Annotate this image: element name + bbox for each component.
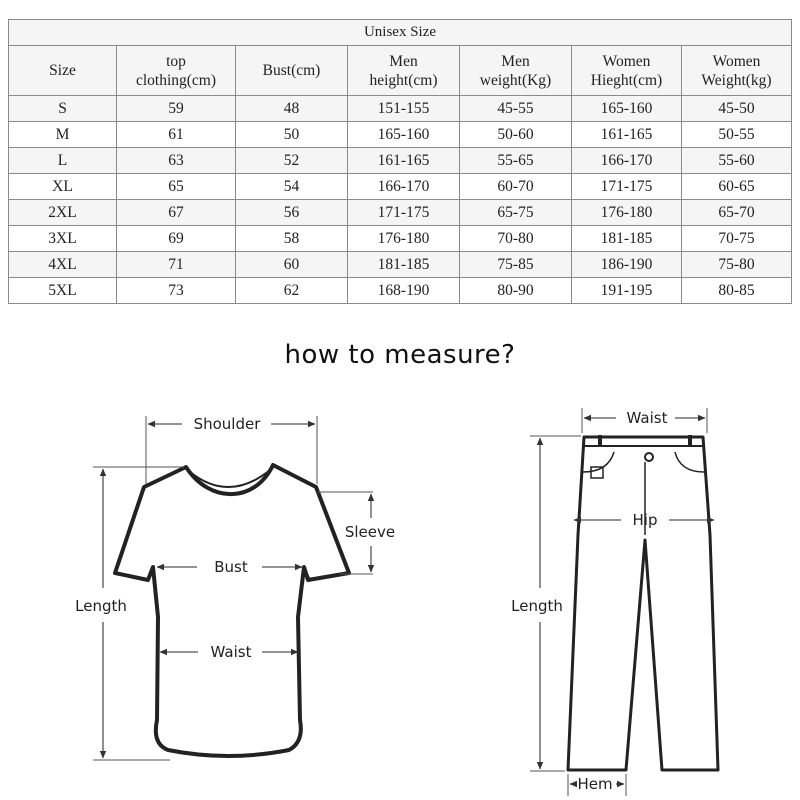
- table-cell: 61: [117, 122, 236, 148]
- size-cell: S: [9, 96, 117, 122]
- table-cell: 60: [236, 252, 348, 278]
- table-cell: 176-180: [572, 200, 682, 226]
- column-header-line: height(cm): [369, 71, 438, 89]
- table-cell: 54: [236, 174, 348, 200]
- table-title: Unisex Size: [9, 20, 792, 46]
- size-cell: 5XL: [9, 278, 117, 304]
- column-header-line: top: [166, 52, 186, 70]
- column-header-line: clothing(cm): [135, 71, 217, 89]
- table-cell: 186-190: [572, 252, 682, 278]
- column-header-line: Women: [602, 52, 651, 70]
- column-header-line: Men: [501, 52, 530, 70]
- size-cell: 2XL: [9, 200, 117, 226]
- column-header-line: Bust(cm): [262, 62, 321, 79]
- table-cell: 50: [236, 122, 348, 148]
- table-cell: 161-165: [572, 122, 682, 148]
- table-cell: 71: [117, 252, 236, 278]
- column-header-line: Weight(kg): [701, 71, 772, 89]
- table-cell: 69: [117, 226, 236, 252]
- table-cell: 171-175: [348, 200, 460, 226]
- column-header-line: Women: [712, 52, 761, 70]
- table-cell: 166-170: [572, 148, 682, 174]
- table-cell: 151-155: [348, 96, 460, 122]
- table-cell: 70-75: [682, 226, 792, 252]
- how-to-measure-heading: how to measure?: [284, 340, 516, 370]
- column-header-line: weight(Kg): [479, 71, 552, 89]
- table-cell: 165-160: [348, 122, 460, 148]
- table-cell: 56: [236, 200, 348, 226]
- table-cell: 165-160: [572, 96, 682, 122]
- table-cell: 191-195: [572, 278, 682, 304]
- table-cell: 75-80: [682, 252, 792, 278]
- table-cell: 45-55: [460, 96, 572, 122]
- table-cell: 60-70: [460, 174, 572, 200]
- table-cell: 48: [236, 96, 348, 122]
- size-cell: 4XL: [9, 252, 117, 278]
- tshirt-waist-label: Waist: [210, 643, 252, 661]
- table-cell: 50-55: [682, 122, 792, 148]
- table-cell: 168-190: [348, 278, 460, 304]
- tshirt-outline: [115, 465, 349, 756]
- table-cell: 80-85: [682, 278, 792, 304]
- table-cell: 181-185: [348, 252, 460, 278]
- pants-hem-measure: [568, 774, 626, 796]
- table-cell: 58: [236, 226, 348, 252]
- column-header-line: Hieght(cm): [590, 71, 663, 89]
- table-cell: 65-70: [682, 200, 792, 226]
- table-cell: 65-75: [460, 200, 572, 226]
- column-header-line: Men: [389, 52, 418, 70]
- table-cell: 75-85: [460, 252, 572, 278]
- table-cell: 60-65: [682, 174, 792, 200]
- size-cell: 3XL: [9, 226, 117, 252]
- table-cell: 62: [236, 278, 348, 304]
- bust-label: Bust: [214, 558, 248, 576]
- size-cell: M: [9, 122, 117, 148]
- table-cell: 50-60: [460, 122, 572, 148]
- pants-outline: [568, 437, 718, 770]
- size-cell: XL: [9, 174, 117, 200]
- pants-diagram: [511, 408, 718, 796]
- table-cell: 70-80: [460, 226, 572, 252]
- tshirt-diagram: [75, 415, 395, 760]
- table-cell: 52: [236, 148, 348, 174]
- table-cell: 63: [117, 148, 236, 174]
- table-cell: 171-175: [572, 174, 682, 200]
- pants-hem-label: Hem: [577, 775, 613, 793]
- table-cell: 55-60: [682, 148, 792, 174]
- pants-length-label: Length: [511, 597, 563, 615]
- pants-button: [645, 453, 653, 461]
- table-cell: 80-90: [460, 278, 572, 304]
- sleeve-label: Sleeve: [344, 523, 396, 541]
- table-cell: 59: [117, 96, 236, 122]
- pants-waist-label: Waist: [626, 409, 668, 427]
- size-cell: L: [9, 148, 117, 174]
- pants-waist-measure: [582, 408, 707, 433]
- table-cell: 161-165: [348, 148, 460, 174]
- table-cell: 181-185: [572, 226, 682, 252]
- column-header-line: Size: [49, 62, 76, 79]
- tshirt-length-label: Length: [75, 597, 127, 615]
- table-cell: 176-180: [348, 226, 460, 252]
- pants-hip-label: Hip: [632, 511, 658, 529]
- table-cell: 45-50: [682, 96, 792, 122]
- table-cell: 67: [117, 200, 236, 226]
- table-cell: 65: [117, 174, 236, 200]
- table-cell: 166-170: [348, 174, 460, 200]
- shoulder-label: Shoulder: [193, 415, 261, 433]
- table-cell: 55-65: [460, 148, 572, 174]
- table-cell: 73: [117, 278, 236, 304]
